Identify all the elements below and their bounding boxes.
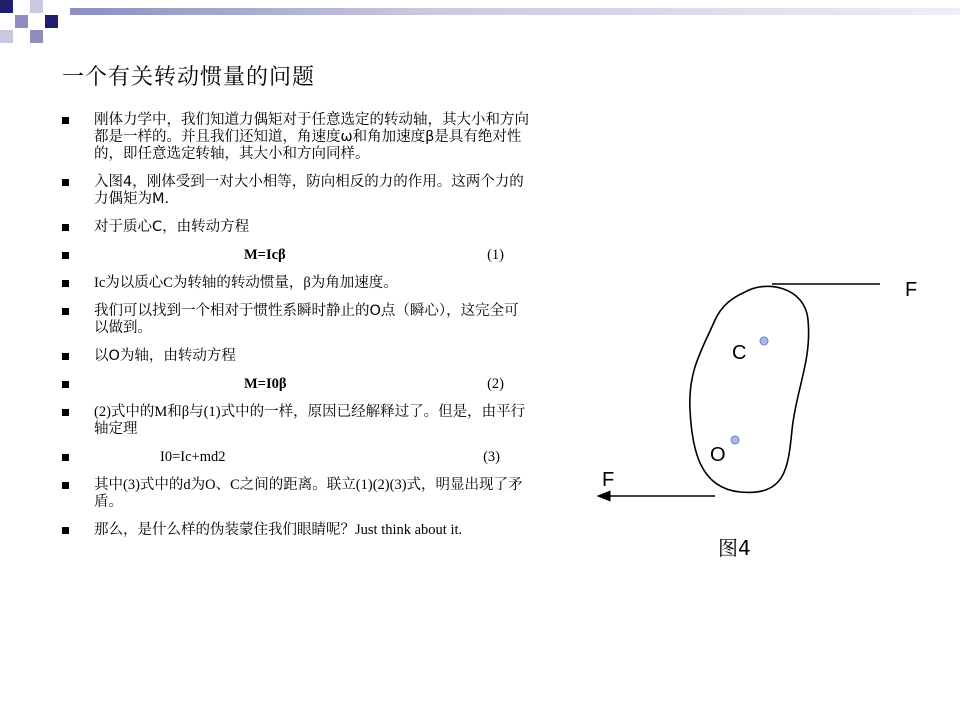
point-o (731, 436, 739, 444)
equation-number: (2) (487, 376, 504, 392)
bullet-item: 其中(3)式中的d为O、C之间的距离。联立(1)(2)(3)式，明显出现了矛盾。 (62, 477, 532, 511)
equation: M=I0β (244, 376, 287, 392)
bullet-list (62, 112, 532, 550)
decor-square-light (30, 0, 43, 13)
label-f-top: F (905, 279, 918, 301)
decor-square-mid (15, 15, 28, 28)
bullet-item: 刚体力学中，我们知道力偶矩对于任意选定的转动轴，其大小和方向都是一样的。并且我们还知道，角速度ω和角加速度β是具有绝对性的，即任意选定转轴，其大小和方向同样。 (62, 112, 532, 163)
label-f-bottom: F (602, 469, 615, 491)
rigid-body-outline (690, 286, 809, 492)
equation: M=Icβ (244, 247, 286, 263)
figure-4-diagram (560, 250, 960, 590)
equation-number: (1) (487, 247, 504, 263)
decor-square-mid-2 (30, 30, 43, 43)
decor-square-dark-2 (45, 15, 58, 28)
equation-number: (3) (483, 449, 500, 465)
slide-title: 一个有关转动惯量的问题 (62, 65, 316, 90)
figure-caption: 图4 (718, 536, 751, 560)
bullet-item: (2)式中的M和β与(1)式中的一样，原因已经解释过了。但是，由平行轴定理 (62, 404, 532, 438)
bullet-equation (62, 376, 532, 393)
bullet-item: 以O为轴，由转动方程 (62, 348, 532, 365)
decor-header-bar (70, 8, 960, 15)
decor-square-dark (0, 0, 13, 13)
bullet-equation (62, 247, 532, 264)
bullet-item: Ic为以质心C为转轴的转动惯量，β为角加速度。 (62, 275, 532, 292)
bullet-equation (62, 449, 532, 466)
label-c: C (732, 342, 747, 364)
bullet-item: 对于质心C，由转动方程 (62, 219, 532, 236)
bullet-item: 那么，是什么样的伪装蒙住我们眼睛呢？Just think about it. (62, 522, 532, 539)
decor-square-light-2 (0, 30, 13, 43)
label-o: O (710, 444, 726, 466)
bullet-item: 入图4，刚体受到一对大小相等，防向相反的力的作用。这两个力的力偶矩为M. (62, 174, 532, 208)
bullet-item: 我们可以找到一个相对于惯性系瞬时静止的O点（瞬心），这完全可以做到。 (62, 303, 532, 337)
equation: I0=Ic+md2 (160, 449, 226, 465)
point-c (760, 337, 768, 345)
